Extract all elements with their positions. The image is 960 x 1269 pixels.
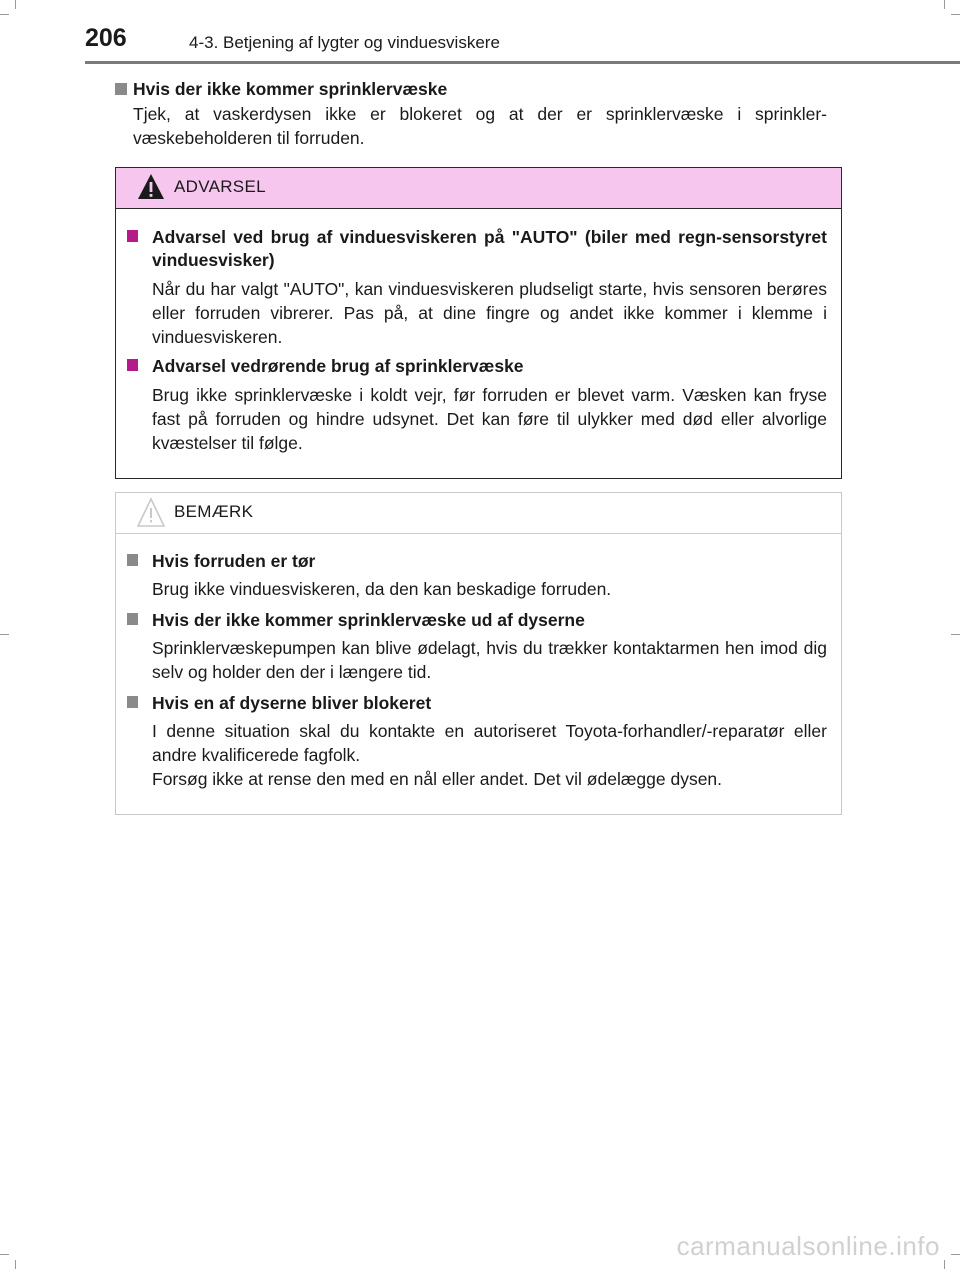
crop-mark	[951, 1254, 960, 1255]
header-rule	[85, 61, 960, 64]
note-item-text: Sprinklervæskepumpen kan blive ødelagt, hvis du trækker kontaktarmen hen imod dig selv og holder den der i længere tid.	[152, 638, 827, 682]
note-item-heading: Hvis der ikke kommer sprinklervæske ud af dyserne	[152, 610, 585, 630]
warning-title: ADVARSEL	[174, 177, 266, 196]
crop-mark	[15, 1260, 16, 1269]
note-title: BEMÆRK	[174, 502, 254, 521]
note-header	[116, 493, 841, 534]
note-item-heading-row	[127, 550, 827, 573]
bullet-square-icon	[127, 696, 138, 708]
crop-mark	[944, 1260, 945, 1269]
note-item-heading: Hvis en af dyserne bliver blokeret	[152, 693, 432, 713]
bullet-square-icon	[127, 613, 138, 625]
warning-item	[127, 355, 827, 455]
crop-mark	[0, 1254, 9, 1255]
crop-mark	[0, 634, 9, 635]
warning-body	[116, 209, 841, 455]
intro-heading-row	[115, 78, 827, 101]
note-box	[115, 492, 842, 815]
page-number: 206	[85, 24, 127, 52]
note-item	[127, 550, 827, 601]
note-item	[127, 609, 827, 684]
note-item-text: I denne situation skal du kontakte en autoriseret Toyota-forhandler/-reparatør eller andre kvalificerede fagfolk.	[152, 721, 827, 765]
bullet-square-icon	[127, 554, 138, 566]
warning-header	[116, 168, 841, 209]
warning-box	[115, 167, 842, 479]
warning-item-heading-row	[127, 226, 827, 272]
note-item-heading: Hvis forruden er tør	[152, 551, 316, 571]
note-item-heading-row	[127, 692, 827, 715]
section-title: 4-3. Betjening af lygter og vinduesviskere	[189, 33, 500, 52]
intro-section	[115, 78, 827, 150]
warning-item	[127, 226, 827, 349]
crop-mark	[951, 14, 960, 15]
note-body	[116, 534, 841, 791]
note-item-text: Brug ikke vinduesviskeren, da den kan beskadige forruden.	[152, 579, 612, 599]
warning-triangle-filled-icon	[136, 172, 166, 202]
intro-heading: Hvis der ikke kommer sprinklervæske	[133, 79, 448, 99]
page-header	[85, 24, 845, 64]
note-item	[127, 692, 827, 791]
warning-triangle-outline-icon	[136, 496, 166, 528]
note-item-heading-row	[127, 609, 827, 632]
note-item-text: Forsøg ikke at rense den med en nål eller andet. Det vil ødelægge dysen.	[152, 769, 723, 789]
warning-item-heading: Advarsel vedrørende brug af sprinklervæske	[152, 356, 524, 376]
bullet-square-icon	[127, 230, 138, 242]
bullet-square-icon	[115, 83, 127, 95]
warning-item-text: Når du har valgt "AUTO", kan vinduesviskeren pludseligt starte, hvis sensoren berøres eller forruden vibrerer. Pas på, at dine fingre og andet ikke kommer i klemme i vinduesviskeren.	[152, 279, 827, 347]
crop-mark	[951, 634, 960, 635]
warning-item-heading: Advarsel ved brug af vinduesviskeren på "AUTO" (biler med regn-sensorstyret vinduesvisker)	[152, 227, 827, 270]
bullet-square-icon	[127, 359, 138, 371]
intro-text: Tjek, at vaskerdysen ikke er blokeret og at der er sprinklervæske i sprinkler-væskebeholderen til forruden.	[133, 104, 827, 148]
crop-mark	[15, 0, 16, 9]
crop-mark	[0, 14, 9, 15]
crop-mark	[944, 0, 945, 9]
footer-watermark: carmanualsonline.info	[676, 1231, 940, 1261]
warning-item-heading-row	[127, 355, 827, 378]
warning-item-text: Brug ikke sprinklervæske i koldt vejr, før forruden er blevet varm. Væsken kan fryse fast på forruden og hindre udsynet. Det kan føre til ulykker med død eller alvorlige kvæstelser til følge.	[152, 385, 827, 453]
